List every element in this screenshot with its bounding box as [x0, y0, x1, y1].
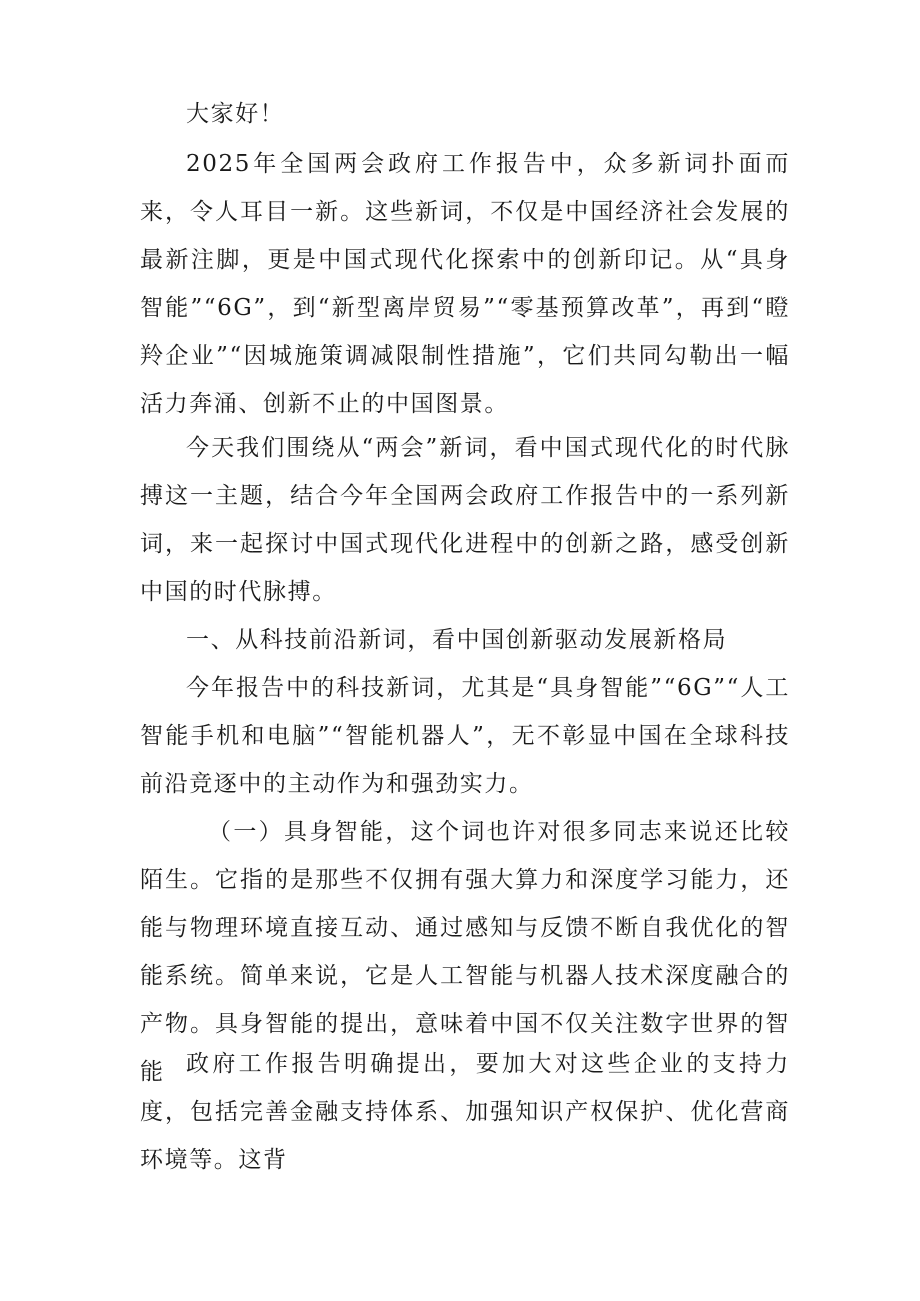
embodied-intelligence-paragraph: （一）具身智能，这个词也许对很多同志来说还比较陌生。它指的是那些不仅拥有强大算力和深度学习能力，还能与物理环境直接互动、通过感知与反馈不断自我优化的智能系统。简单来说，它是人工智能与机器人技术深度融合的产物。具身智能的提出，意味着中国不仅关注数字世界的智能	[140, 819, 790, 1085]
intro-paragraph: 2025年全国两会政府工作报告中，众多新词扑面而来，令人耳目一新。这些新词，不仅是中国经济社会发展的最新注脚，更是中国式现代化探索中的创新印记。从“具身智能”“6G”，到“新型离岸贸易”“零基预算改革”，再到“瞪羚企业”“因城施策调减限制性措施”，它们共同勾勒出一幅活力奔涌、创新不止的中国图景。	[140, 151, 790, 417]
government-support-paragraph: 政府工作报告明确提出，要加大对这些企业的支持力度，包括完善金融支持体系、加强知识产权保护、优化营商环境等。这背	[140, 1051, 790, 1173]
tech-terms-paragraph: 今年报告中的科技新词，尤其是“具身智能”“6G”“人工智能手机和电脑”“智能机器人”，无不彰显中国在全球科技前沿竞逐中的主动作为和强劲实力。	[140, 675, 790, 797]
greeting-paragraph: 大家好！	[186, 101, 285, 127]
theme-paragraph: 今天我们围绕从“两会”新词，看中国式现代化的时代脉搏这一主题，结合今年全国两会政府工作报告中的一系列新词，来一起探讨中国式现代化进程中的创新之路，感受创新中国的时代脉搏。	[140, 435, 790, 605]
section-heading: 一、从科技前沿新词，看中国创新驱动发展新格局	[186, 627, 728, 653]
